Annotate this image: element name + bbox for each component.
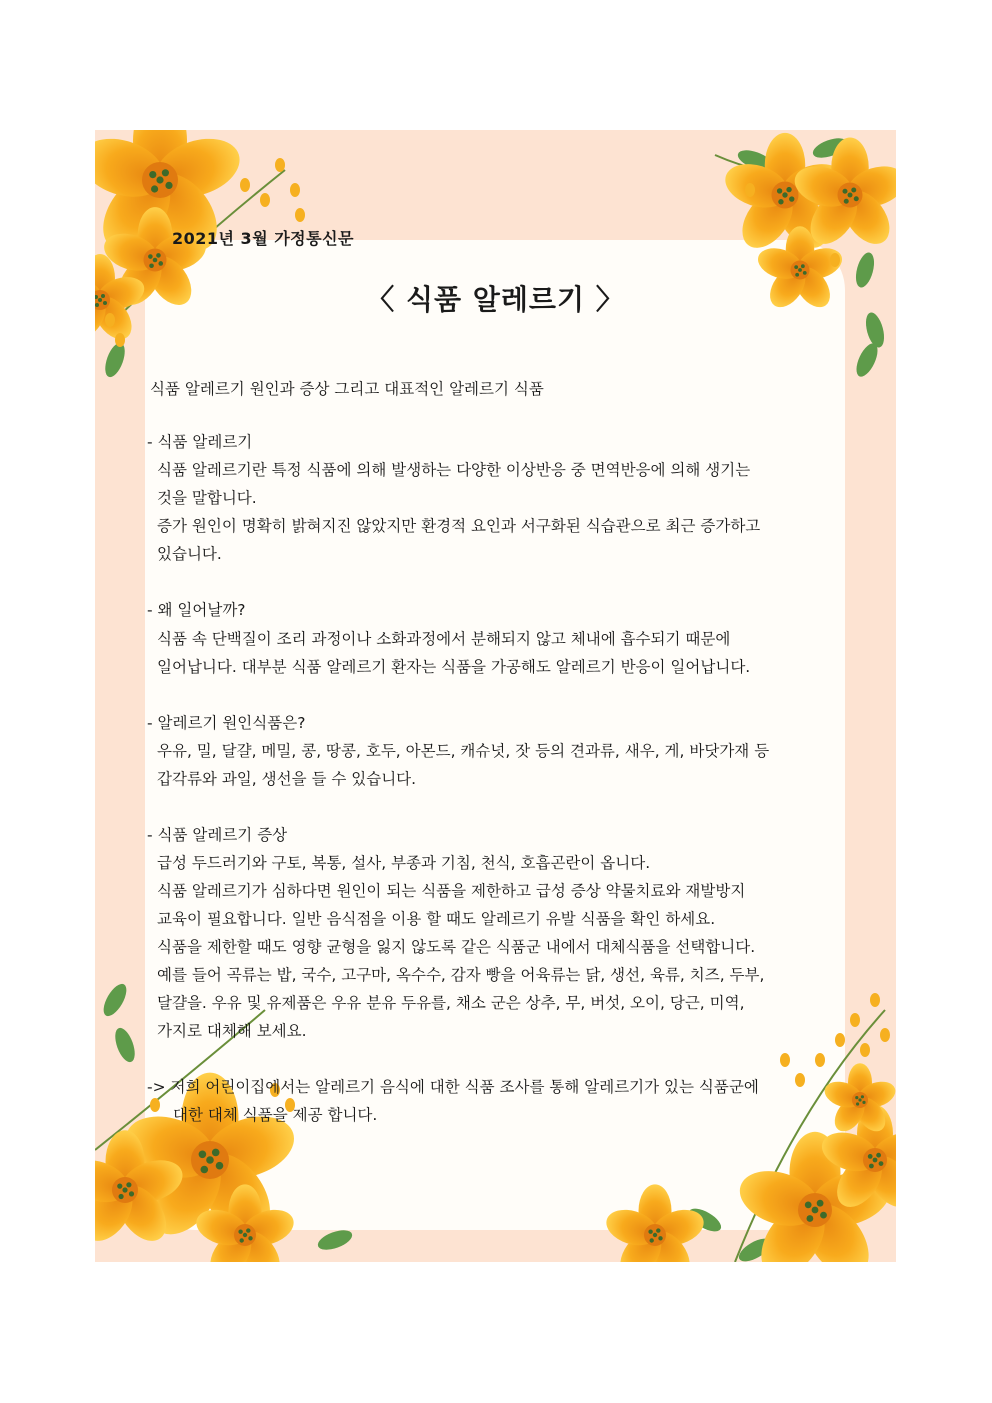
section-line: 식품을 제한할 때도 영향 균형을 잃지 않도록 같은 식품군 내에서 대체식품을 선택합니다.	[157, 938, 756, 956]
section-line: 급성 두드러기와 구토, 복통, 설사, 부종과 기침, 천식, 호흡곤란이 옵니다.	[157, 854, 651, 872]
section-line: 것을 말합니다.	[157, 489, 257, 507]
page-frame	[95, 130, 896, 1262]
section-heading-symptoms: - 식품 알레르기 증상	[147, 826, 288, 844]
section-line: 갑각류와 과일, 생선을 들 수 있습니다.	[157, 770, 417, 788]
intro-line: 식품 알레르기 원인과 증상 그리고 대표적인 알레르기 식품	[150, 380, 544, 398]
issue-label: 2021년 3월 가정통신문	[172, 229, 354, 248]
newsletter-content	[95, 130, 896, 1262]
closing-line: -> 저희 어린이집에서는 알레르기 음식에 대한 식품 조사를 통해 알레르기가 있는 식품군에	[147, 1078, 759, 1096]
section-line: 증가 원인이 명확히 밝혀지진 않았지만 환경적 요인과 서구화된 식습관으로 최근 증가하고	[157, 517, 761, 535]
section-line: 식품 알레르기가 심하다면 원인이 되는 식품을 제한하고 급성 증상 약물치료와 재발방지	[157, 882, 746, 900]
section-line: 교육이 필요합니다. 일반 음식점을 이용 할 때도 알레르기 유발 식품을 확인 하세요.	[157, 910, 716, 928]
closing-line: 대한 대체 식품을 제공 합니다.	[173, 1106, 378, 1124]
section-heading-allergy: - 식품 알레르기	[147, 433, 253, 451]
section-line: 우유, 밀, 달걀, 메밀, 콩, 땅콩, 호두, 아몬드, 캐슈넛, 잣 등의 견과류, 새우, 게, 바닷가재 등	[157, 742, 770, 760]
section-line: 일어납니다. 대부분 식품 알레르기 환자는 식품을 가공해도 알레르기 반응이 일어납니다.	[157, 658, 751, 676]
section-line: 식품 속 단백질이 조리 과정이나 소화과정에서 분해되지 않고 체내에 흡수되기 때문에	[157, 630, 731, 648]
page-title: 〈 식품 알레르기 〉	[366, 283, 625, 316]
section-line: 예를 들어 곡류는 밥, 국수, 고구마, 옥수수, 감자 빵을 어육류는 닭, 생선, 육류, 치즈, 두부,	[157, 966, 765, 984]
section-line: 있습니다.	[157, 545, 222, 563]
section-heading-why: - 왜 일어날까?	[147, 601, 246, 619]
section-line: 달걀을. 우유 및 유제품은 우유 분유 두유를, 채소 군은 상추, 무, 버섯, 오이, 당근, 미역,	[157, 994, 745, 1012]
section-line: 가지로 대체해 보세요.	[157, 1022, 307, 1040]
section-heading-causes: - 알레르기 원인식품은?	[147, 714, 306, 732]
section-line: 식품 알레르기란 특정 식품에 의해 발생하는 다양한 이상반응 중 면역반응에 의해 생기는	[157, 461, 751, 479]
